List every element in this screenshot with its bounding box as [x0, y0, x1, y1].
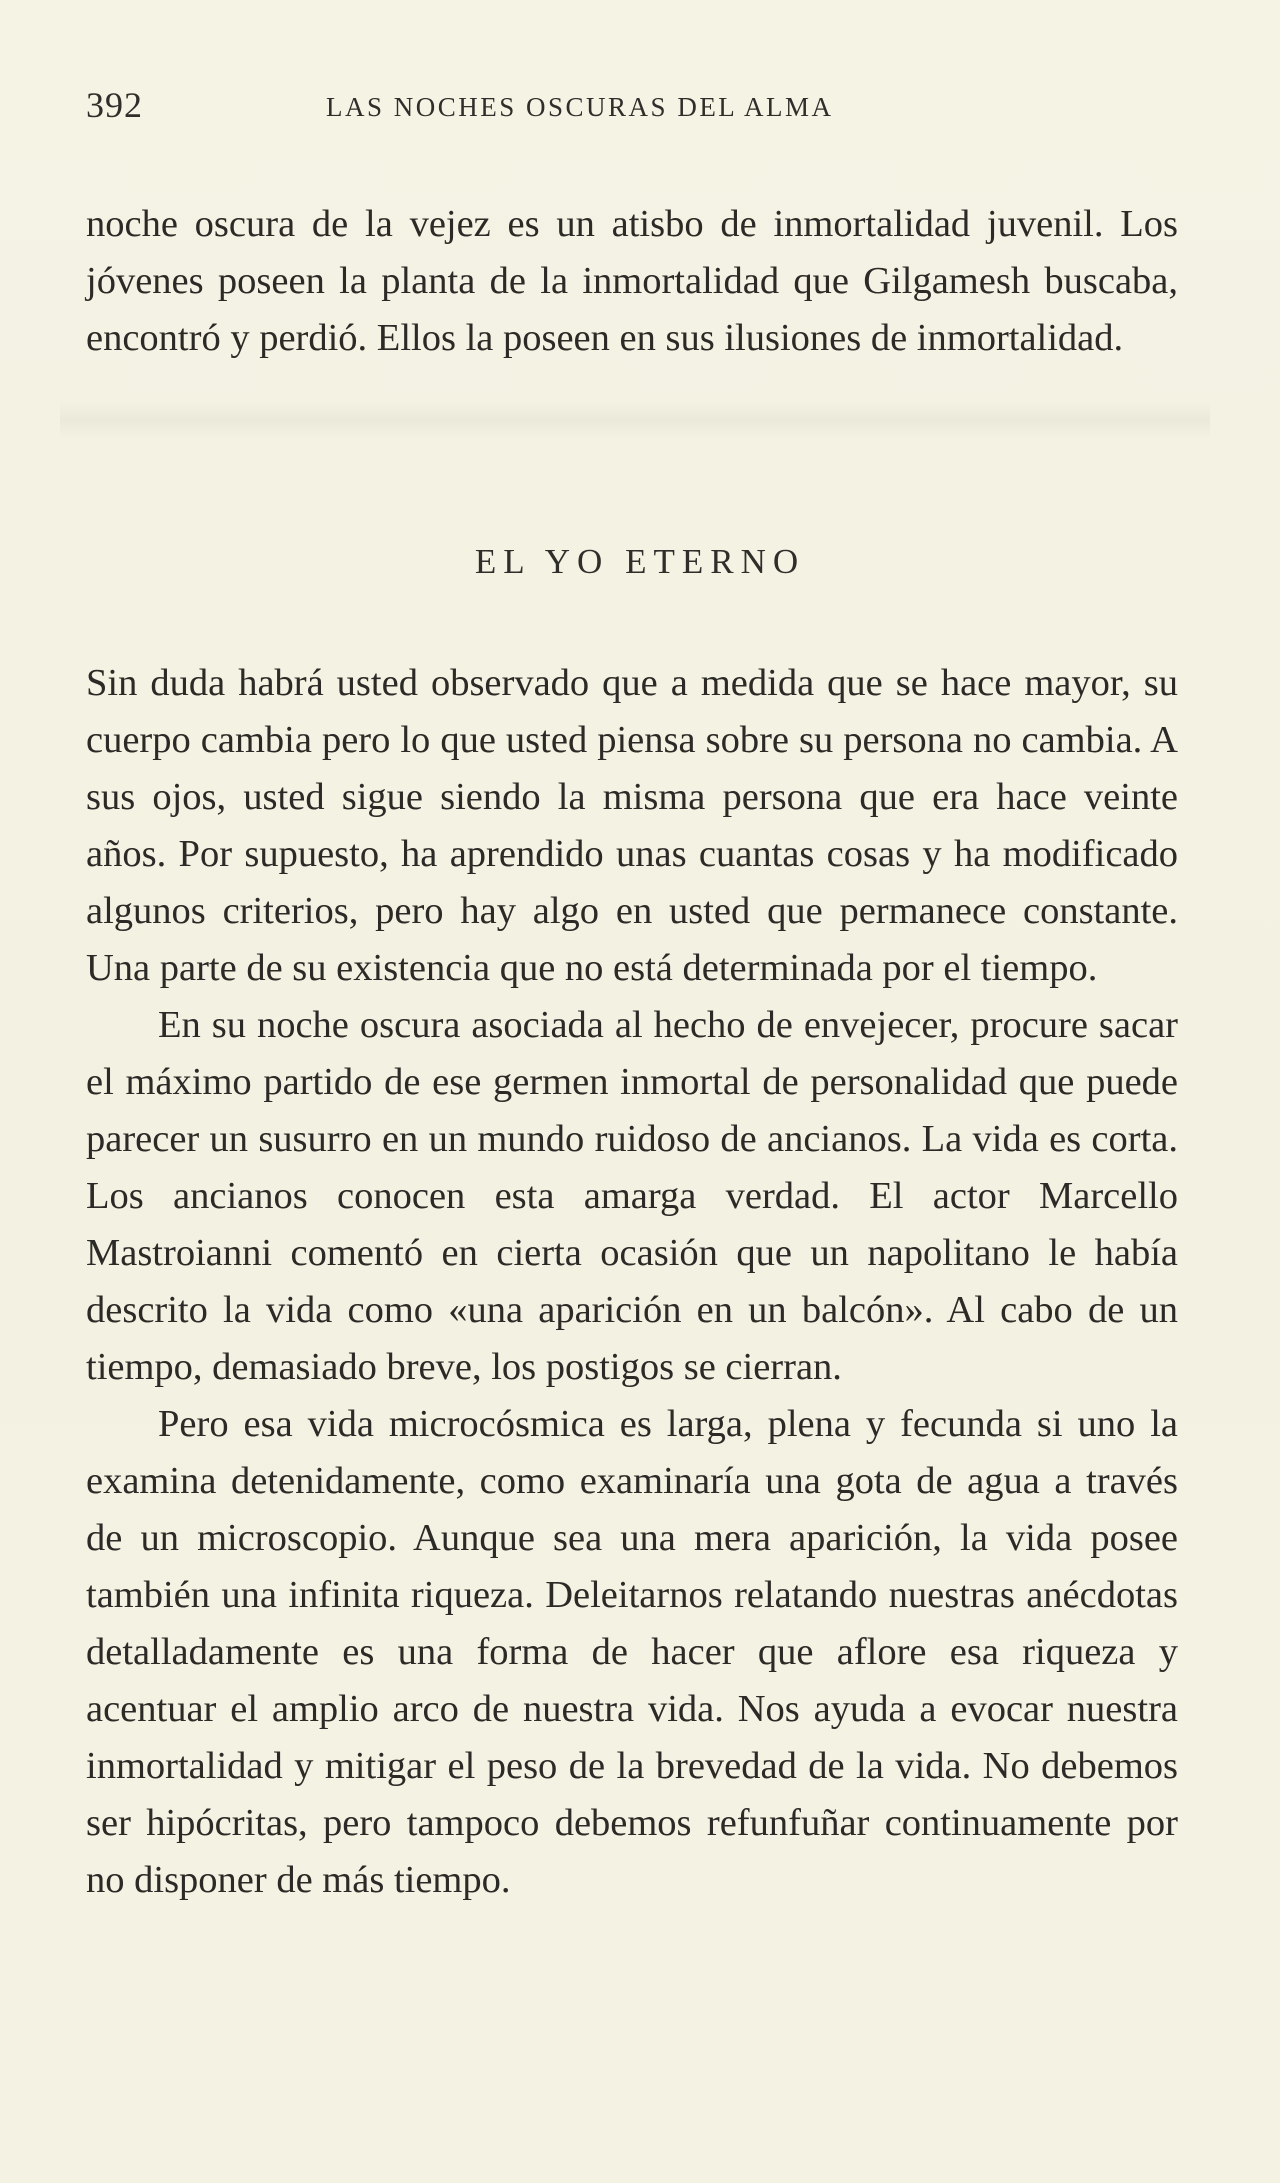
page-header	[86, 84, 1186, 134]
page-number: 392	[86, 85, 143, 125]
body-paragraph: En su noche oscura asociada al hecho de envejecer, procure sacar el máximo partido de ese germen inmortal de personalidad que puede parecer un susurro en un mundo ruidoso de ancianos. La vida es corta. Los ancianos conocen esta amarga verdad. El actor Marcello Mastroianni comentó en cierta ocasión que un napolitano le había descrito la vida como «una aparición en un balcón». Al cabo de un tiempo, demasiado breve, los postigos se cierran.	[86, 1004, 1178, 1388]
body-paragraph: Pero esa vida microcósmica es larga, plena y fecunda si uno la examina detenidamente, como examinaría una gota de agua a través de un microscopio. Aunque sea una mera aparición, la vida posee también una infinita riqueza. Deleitarnos relatando nuestras anécdotas detalladamente es una forma de hacer que aflore esa riqueza y acentuar el amplio arco de nuestra vida. Nos ayuda a evocar nuestra inmortalidad y mitigar el peso de la brevedad de la vida. No debemos ser hipócritas, pero tampoco debemos refunfuñar continuamente por no disponer de más tiempo.	[86, 1403, 1178, 1901]
scan-shadow	[60, 400, 1210, 440]
section-body	[86, 655, 1178, 1909]
running-head: LAS NOCHES OSCURAS DEL ALMA	[326, 92, 834, 122]
section-title: EL YO ETERNO	[474, 542, 806, 581]
intro-paragraph: noche oscura de la vejez es un atisbo de inmortalidad juvenil. Los jóvenes poseen la planta de la inmortalidad que Gilgamesh buscaba, encontró y perdió. Ellos la poseen en sus ilusiones de inmortalidad.	[86, 203, 1178, 359]
intro-text-block	[86, 196, 1178, 367]
body-paragraph: Sin duda habrá usted observado que a medida que se hace mayor, su cuerpo cambia pero lo que usted piensa sobre su persona no cambia. A sus ojos, usted sigue siendo la misma persona que era hace veinte años. Por supuesto, ha aprendido unas cuantas cosas y ha modificado algunos criterios, pero hay algo en usted que permanece constante. Una parte de su existencia que no está determinada por el tiempo.	[86, 662, 1178, 989]
